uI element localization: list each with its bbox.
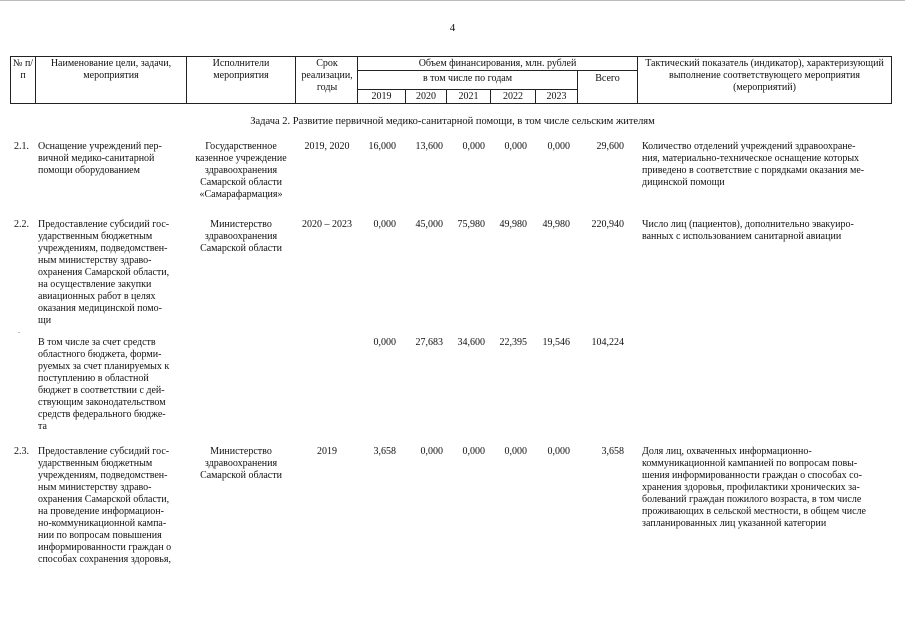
task-title: Задача 2. Развитие первичной медико-санитарной помощи, в том числе сельским жителям: [250, 116, 655, 127]
name-line: ным министерству здраво-: [38, 482, 152, 493]
header-col-total: Всего: [595, 73, 620, 84]
row-executor: [186, 446, 296, 482]
indicator-line: ния, материально-техническое оснащение которых: [642, 153, 860, 164]
indicator-line: коммуникационной кампанией по вопросам повы-: [642, 458, 858, 469]
exec-line: «Самарафармация»: [199, 189, 283, 200]
exec-line: здравоохранения: [204, 231, 278, 242]
exec-line: Министерство: [210, 219, 272, 230]
name-line: ударственным бюджетным: [38, 231, 153, 242]
value-2022: 22,395: [499, 337, 527, 348]
header-year-2019: 2019: [371, 91, 392, 102]
name-line: щи: [38, 315, 52, 326]
value-2021: 34,600: [457, 337, 485, 348]
header-year-2021: 2021: [458, 91, 479, 102]
value-2020: 13,600: [415, 141, 443, 152]
row-number: 2.3.: [14, 446, 29, 457]
value-2021: 0,000: [462, 141, 485, 152]
value-2019: 0,000: [373, 337, 396, 348]
value-2023: 19,546: [542, 337, 570, 348]
exec-line: здравоохранения: [204, 165, 278, 176]
vline-total: [637, 56, 638, 104]
exec-line: Самарской области: [200, 177, 282, 188]
header-col-indicator: Тактический показатель (индикатор), характеризующий выполнение соответствующего мероприятия (мероприятий): [645, 58, 884, 93]
name-line: учреждениям, подведомствен-: [38, 243, 168, 254]
value-2020: 45,000: [415, 219, 443, 230]
header-col-fin: Объем финансирования, млн. рублей: [418, 58, 577, 69]
value-total: 220,940: [591, 219, 624, 230]
vline-exec: [295, 56, 296, 104]
name-line: на осуществление закупки: [38, 279, 152, 290]
indicator-line: приведено в соответствие с порядками оказания ме-: [642, 165, 865, 176]
header-col-name: Наименование цели, задачи, мероприятия: [50, 58, 172, 81]
row-name: [38, 219, 181, 327]
name-line: способах сохранения здоровья,: [38, 554, 171, 565]
name-line: руемых за счет планируемых к: [38, 361, 170, 372]
exec-line: Министерство: [210, 446, 272, 457]
name-line: учреждениям, подведомствен-: [38, 470, 168, 481]
exec-line: здравоохранения: [204, 458, 278, 469]
indicator-line: Число лиц (пациентов), дополнительно эвакуиро-: [642, 219, 854, 230]
header-year-2020: 2020: [416, 91, 436, 102]
header-col-term: Срок реализации, годы: [301, 58, 353, 93]
exec-line: Самарской области: [200, 470, 282, 481]
name-line: но-коммуникационной кампа-: [38, 518, 167, 529]
value-2023: 0,000: [547, 141, 570, 152]
header-bottom-border: [10, 103, 892, 104]
header-col-by-year: в том числе по годам: [422, 73, 513, 84]
row-executor: [186, 219, 296, 255]
value-2019: 16,000: [368, 141, 396, 152]
scan-edge-line: [0, 0, 905, 1]
value-2022: 49,980: [499, 219, 527, 230]
value-total: 29,600: [596, 141, 624, 152]
value-2022: 0,000: [504, 141, 527, 152]
header-fin-subline: [357, 70, 637, 71]
indicator-line: Количество отделений учреждений здравоохране-: [642, 141, 856, 152]
value-2019: 0,000: [373, 219, 396, 230]
indicator-line: запланированных лиц указанной категории: [642, 518, 827, 529]
name-line: охранения Самарской области,: [38, 494, 170, 505]
indicator-line: болеваний граждан пожилого возраста, в том числе: [642, 494, 862, 505]
name-line: та: [38, 421, 47, 432]
vline-name: [186, 56, 187, 104]
name-line: Оснащение учреждений пер-: [38, 141, 162, 152]
name-line: областного бюджета, форми-: [38, 349, 162, 360]
exec-line: Государственное: [205, 141, 277, 152]
name-line: Предоставление субсидий гос-: [38, 219, 170, 230]
row-number: 2.1.: [14, 141, 29, 152]
header-year-2023: 2023: [546, 91, 567, 102]
value-total: 3,658: [601, 446, 624, 457]
value-2021: 0,000: [462, 446, 485, 457]
value-total: 104,224: [591, 337, 624, 348]
indicator-line: ванных с использованием санитарной авиации: [642, 231, 842, 242]
row-name: [38, 337, 181, 433]
header-years-line: [357, 89, 577, 90]
row-term: 2019: [317, 446, 337, 457]
value-2020: 0,000: [420, 446, 443, 457]
row-name: [38, 446, 181, 566]
name-line: Предоставление субсидий гос-: [38, 446, 170, 457]
indicator-line: проживающих в сельской местности, в общем числе: [642, 506, 866, 517]
value-2023: 0,000: [547, 446, 570, 457]
name-line: вичной медико-санитарной: [38, 153, 155, 164]
indicator-line: Доля лиц, охваченных информационно-: [642, 446, 812, 457]
name-line: помощи оборудованием: [38, 165, 140, 176]
name-line: охранения Самарской области,: [38, 267, 170, 278]
name-line: ствующим законодательством: [38, 397, 166, 408]
value-2020: 27,683: [415, 337, 443, 348]
name-line: ным министерству здраво-: [38, 255, 152, 266]
row-indicator: [642, 141, 886, 189]
name-line: бюджет в соответствии с дей-: [38, 385, 165, 396]
row-name: [38, 141, 181, 177]
row-term: 2020 – 2023: [302, 219, 352, 230]
row-indicator: [642, 446, 886, 530]
name-line: оказания медицинской помо-: [38, 303, 162, 314]
value-2023: 49,980: [542, 219, 570, 230]
exec-line: Самарской области: [200, 243, 282, 254]
row-indicator: [642, 219, 886, 243]
header-year-2022: 2022: [503, 91, 523, 102]
name-line: В том числе за счет средств: [38, 337, 156, 348]
exec-line: казенное учреждение: [195, 153, 287, 164]
row-executor: [186, 141, 296, 201]
name-line: нии по вопросам повышения: [38, 530, 162, 541]
name-line: информированности граждан о: [38, 542, 172, 553]
page-number: 4: [449, 22, 456, 34]
indicator-line: шения информированности граждан о способах со-: [642, 470, 862, 481]
name-line: поступлению в областной: [38, 373, 149, 384]
header-col-no: № п/п: [12, 58, 34, 81]
vline-right: [891, 56, 892, 104]
indicator-line: хранения здоровья, профилактики хронических за-: [642, 482, 860, 493]
name-line: ударственным бюджетным: [38, 458, 153, 469]
indicator-line: дицинской помощи: [642, 177, 725, 188]
header-top-border: [10, 56, 892, 57]
name-line: на проведение информацион-: [38, 506, 164, 517]
value-2022: 0,000: [504, 446, 527, 457]
vline-no: [35, 56, 36, 104]
value-2019: 3,658: [373, 446, 396, 457]
name-line: средств федерального бюдже-: [38, 409, 166, 420]
header-col-exec: Исполнители мероприятия: [212, 58, 270, 81]
row-number: 2.2.: [14, 219, 29, 230]
scan-speck: [18, 332, 20, 333]
value-2021: 75,980: [457, 219, 485, 230]
name-line: авиационных работ в целях: [38, 291, 156, 302]
row-term: 2019, 2020: [304, 141, 350, 152]
